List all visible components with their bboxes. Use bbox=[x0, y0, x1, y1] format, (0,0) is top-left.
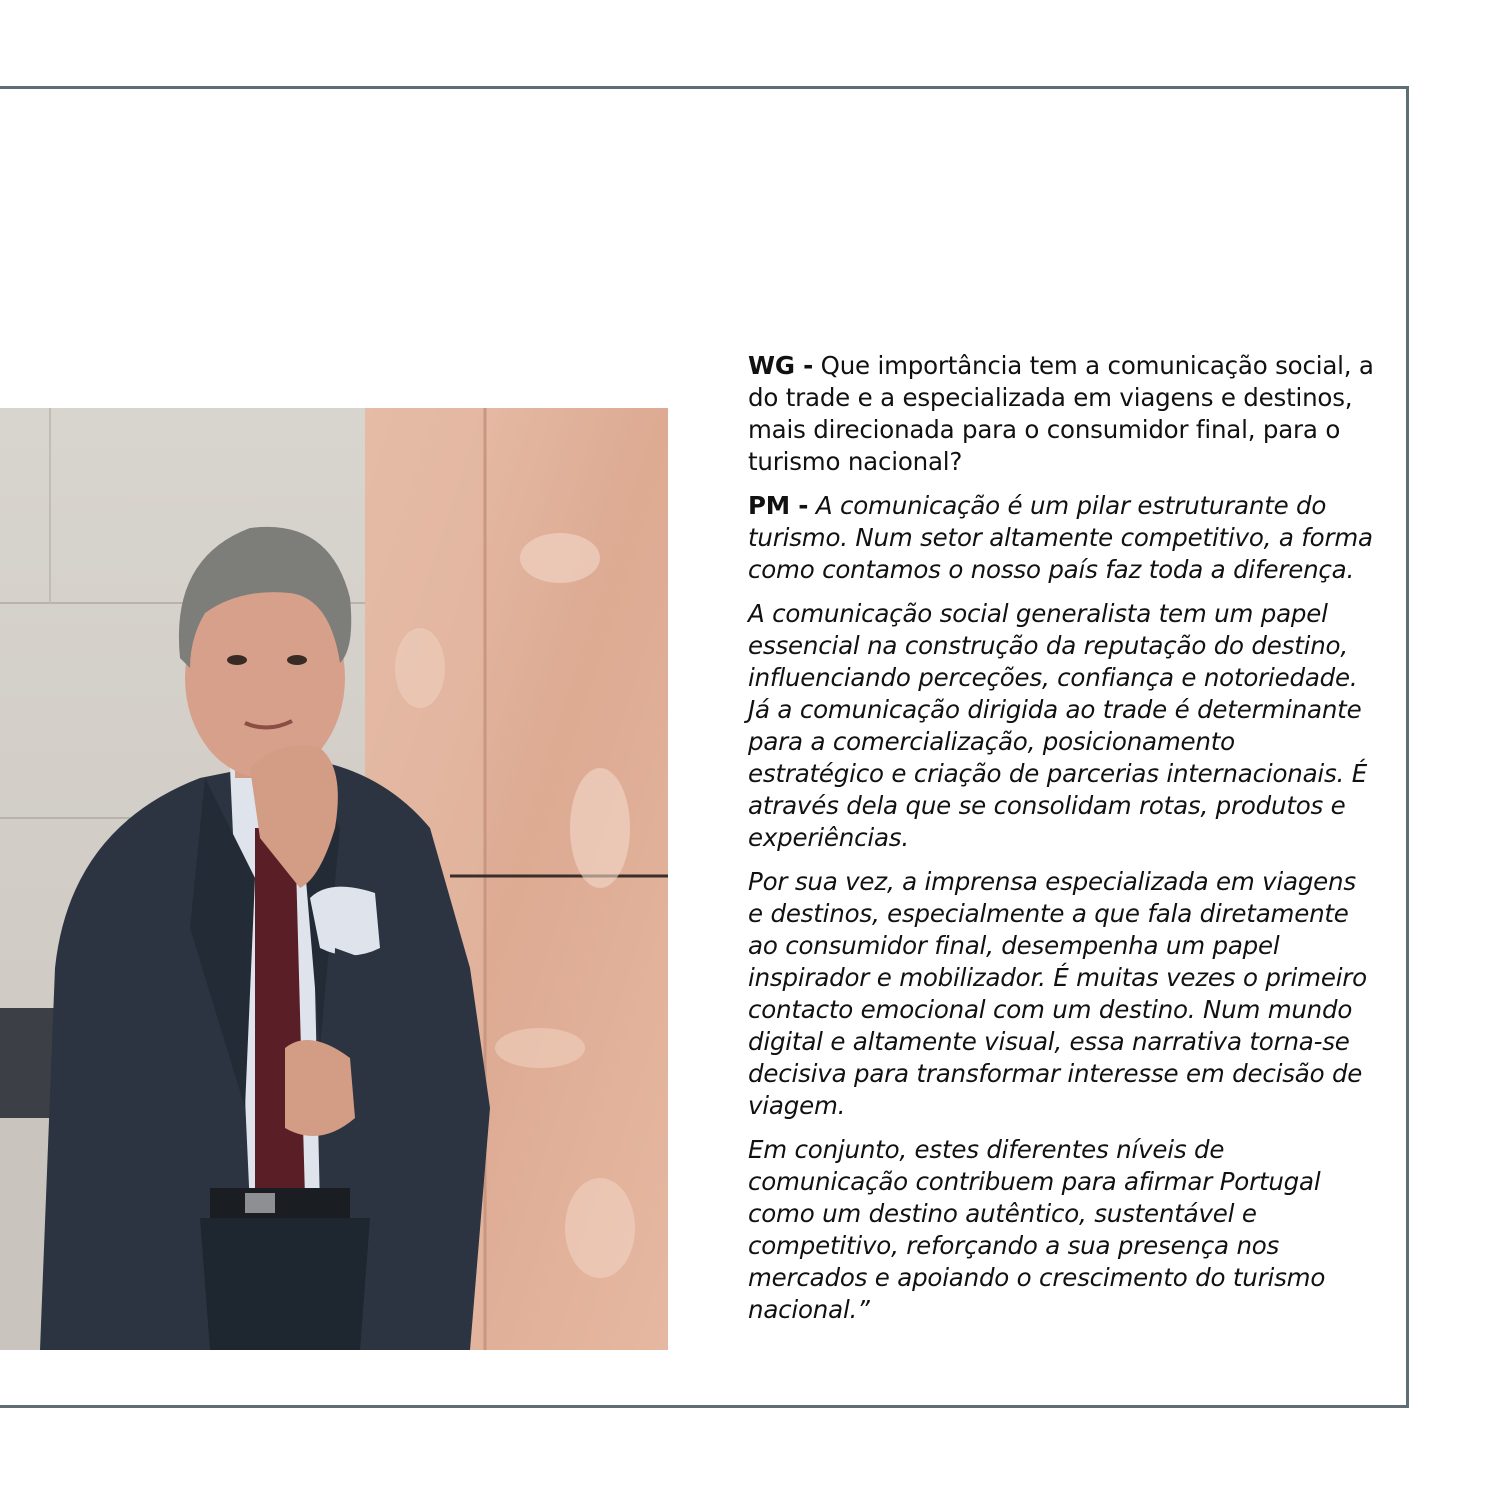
answer-paragraph-3: Por sua vez, a imprensa especializada em viagens e destinos, especialmente a que fala diretamente ao consumidor final, desempenha um papel inspirador e mobilizador. É muitas vezes o primeiro contacto emocional com um destino. Num mundo digital e altamente visual, essa narrativa torna-se decisiva para transformar interesse em decisão de viagem. bbox=[748, 867, 1367, 1120]
answer-speaker: PM - bbox=[748, 491, 809, 520]
question-text: Que importância tem a comunicação social, a do trade e a especializada em viagens e destinos, mais direcionada para o consumidor final, para o turismo nacional? bbox=[748, 351, 1374, 476]
answer-text-1: A comunicação é um pilar estruturante do turismo. Num setor altamente competitivo, a forma como contamos o nosso país faz toda a diferença. bbox=[748, 491, 1373, 584]
interview-text bbox=[748, 350, 1378, 1338]
question-paragraph bbox=[748, 350, 1378, 478]
answer-paragraph-1 bbox=[748, 490, 1378, 586]
portrait-photo bbox=[0, 408, 668, 1350]
answer-paragraph-2: A comunicação social generalista tem um papel essencial na construção da reputação do destino, influenciando perceções, confiança e notoriedade. Já a comunicação dirigida ao trade é determinante para a comercialização, posicionamento estratégico e criação de parcerias internacionais. É através dela que se consolidam rotas, produtos e experiências. bbox=[748, 599, 1368, 852]
question-speaker: WG - bbox=[748, 351, 814, 380]
answer-paragraph-4: Em conjunto, estes diferentes níveis de comunicação contribuem para afirmar Portugal como um destino autêntico, sustentável e competitivo, reforçando a sua presença nos mercados e apoiando o crescimento do turismo nacional.” bbox=[748, 1135, 1326, 1324]
